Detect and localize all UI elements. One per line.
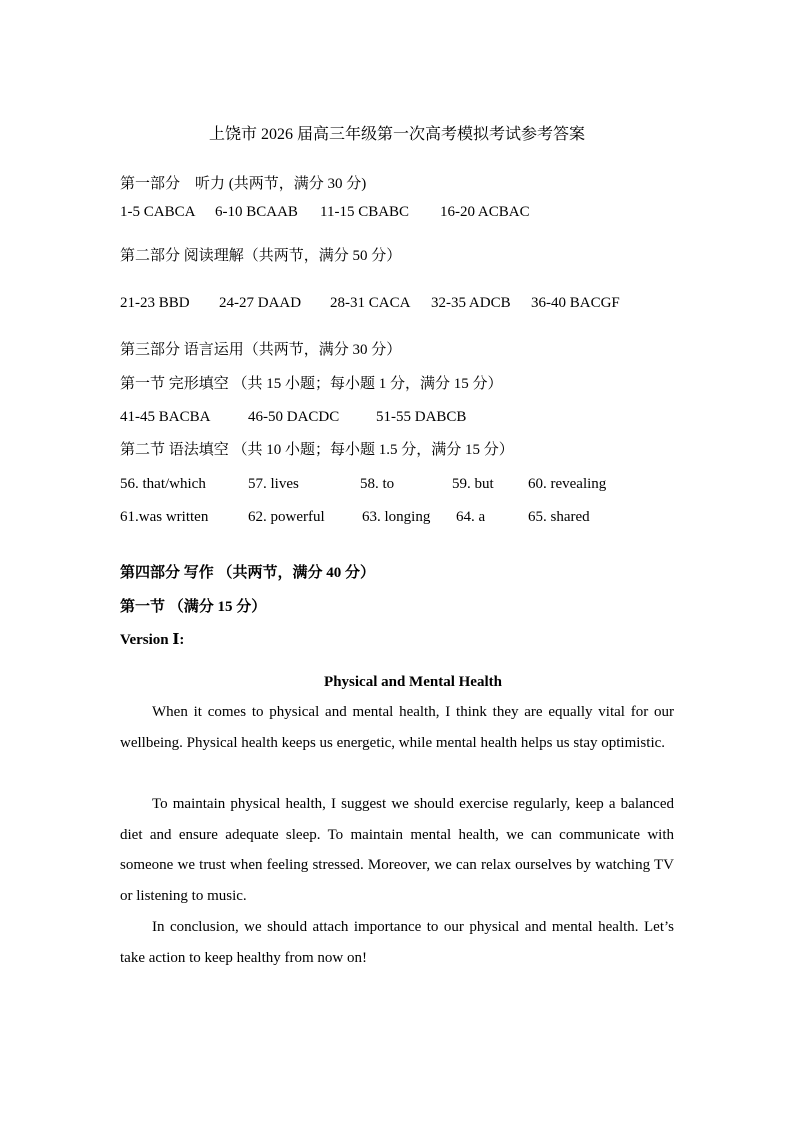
grammar-answer-56: 56. that/which bbox=[120, 476, 206, 492]
grammar-answer-58: 58. to bbox=[360, 476, 395, 492]
part1-answer-4: 16-20 ACBAC bbox=[440, 204, 530, 220]
cloze-answer-1: 41-45 BACBA bbox=[120, 409, 211, 425]
part2-heading: 第二部分 阅读理解（共两节，满分 50 分） bbox=[120, 248, 402, 264]
grammar-answer-57: 57. lives bbox=[248, 476, 299, 492]
document-title: 上饶市 2026 届高三年级第一次高考模拟考试参考答案 bbox=[208, 126, 585, 143]
grammar-answer-62: 62. powerful bbox=[248, 509, 325, 525]
part1-answer-2: 6-10 BCAAB bbox=[215, 204, 298, 220]
part2-answer-5: 36-40 BACGF bbox=[531, 295, 620, 311]
part3-section1-heading: 第一节 完形填空 （共 15 小题；每小题 1 分，满分 15 分） bbox=[120, 376, 503, 392]
cloze-answer-3: 51-55 DABCB bbox=[376, 409, 467, 425]
grammar-answer-61: 61.was written bbox=[120, 509, 209, 525]
grammar-answer-60: 60. revealing bbox=[528, 476, 607, 492]
grammar-answer-65: 65. shared bbox=[528, 509, 590, 525]
part1-heading: 第一部分 听力 (共两节，满分 30 分) bbox=[120, 176, 367, 192]
grammar-answer-63: 63. longing bbox=[362, 509, 431, 525]
part2-answer-4: 32-35 ADCB bbox=[431, 295, 511, 311]
essay-paragraph-2: To maintain physical health, I suggest we should exercise regularly, keep a balanced diet and ensure adequate sleep. To maintain mental health, we can communicate with someone we trust when feeling stressed. Moreover, we can relax ourselves by watching TV or listening to music. bbox=[120, 796, 674, 905]
part1-answer-1: 1-5 CABCA bbox=[120, 204, 196, 220]
version-label: Version Ⅰ: bbox=[120, 632, 185, 648]
essay-paragraph-3: In conclusion, we should attach importance to our physical and mental health. Let’s take action to keep healthy from now on! bbox=[120, 919, 674, 966]
part3-section2-heading: 第二节 语法填空 （共 10 小题；每小题 1.5 分，满分 15 分） bbox=[120, 442, 514, 458]
part1-answer-3: 11-15 CBABC bbox=[320, 204, 410, 220]
part4-section1-heading: 第一节 （满分 15 分） bbox=[120, 599, 267, 615]
part2-answer-2: 24-27 DAAD bbox=[219, 295, 302, 311]
part4-heading: 第四部分 写作 （共两节，满分 40 分） bbox=[120, 565, 376, 581]
part3-heading: 第三部分 语言运用（共两节，满分 30 分） bbox=[120, 342, 402, 358]
cloze-answer-2: 46-50 DACDC bbox=[248, 409, 340, 425]
essay-paragraph-1: When it comes to physical and mental health, I think they are equally vital for our wellbeing. Physical health keeps us energetic, while mental health helps us stay optimistic. bbox=[120, 704, 674, 751]
grammar-answer-64: 64. a bbox=[456, 509, 486, 525]
essay-title: Physical and Mental Health bbox=[324, 674, 502, 690]
part2-answer-1: 21-23 BBD bbox=[120, 295, 190, 311]
grammar-answer-59: 59. but bbox=[452, 476, 494, 492]
part2-answer-3: 28-31 CACA bbox=[330, 295, 411, 311]
